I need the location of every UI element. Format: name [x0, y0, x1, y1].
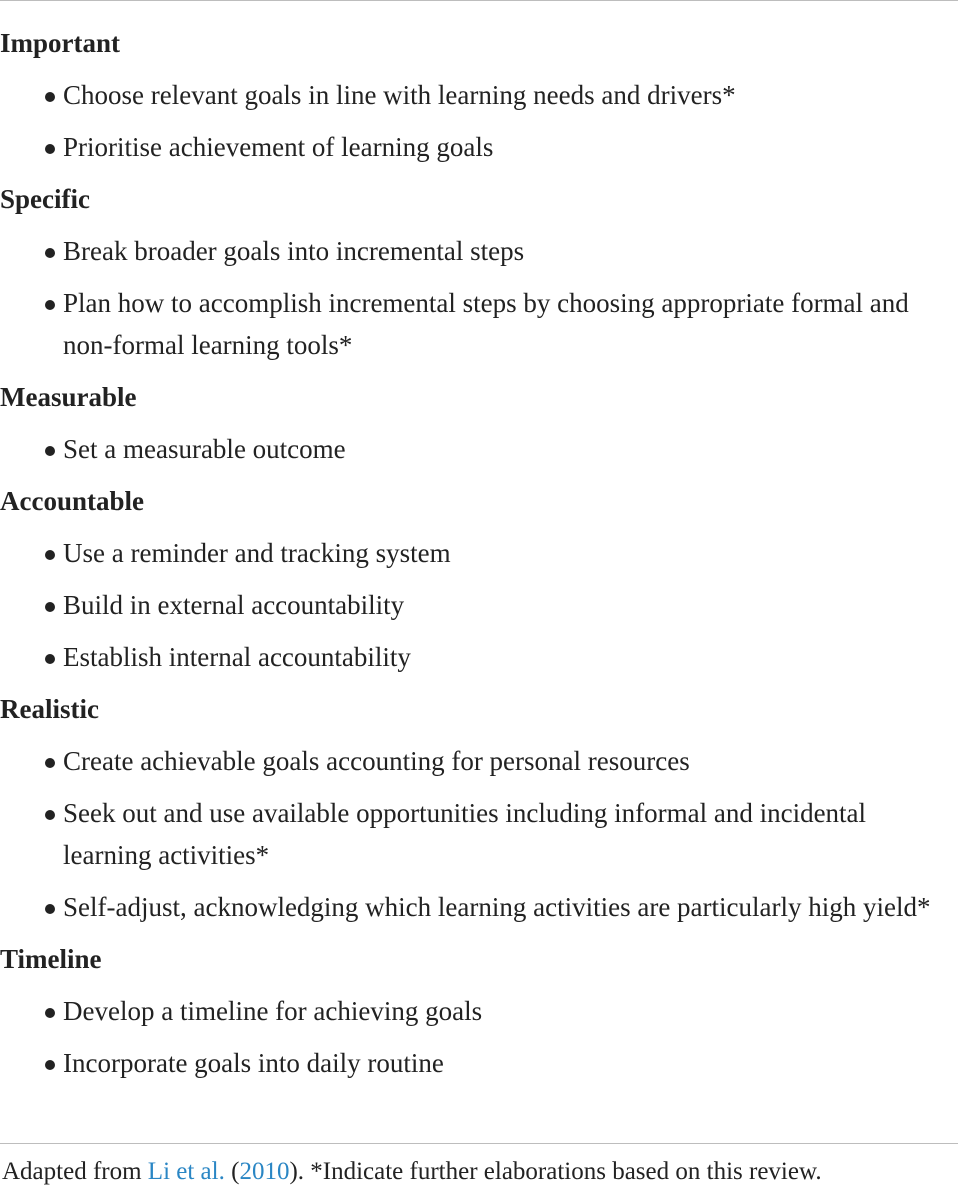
footnote-prefix: Adapted from	[2, 1158, 148, 1185]
list-item	[0, 282, 958, 366]
list-item-text: Choose relevant goals in line with learning needs and drivers*	[63, 80, 736, 110]
list-item-text: Break broader goals into incremental steps	[63, 236, 525, 266]
list-item	[0, 584, 958, 626]
list-item	[0, 740, 958, 782]
section-items	[0, 532, 958, 678]
section-items	[0, 990, 958, 1084]
bullet-icon	[41, 428, 59, 470]
bullet-icon	[41, 74, 59, 116]
bullet-icon	[41, 282, 59, 324]
bottom-divider	[0, 1143, 958, 1144]
list-item-text: Prioritise achievement of learning goals	[63, 132, 494, 162]
list-item	[0, 126, 958, 168]
section-heading-accountable: Accountable	[0, 486, 144, 516]
list-item-text: Plan how to accomplish incremental steps by choosing appropriate formal and non-formal learning tools*	[63, 288, 909, 360]
section-heading-measurable: Measurable	[0, 382, 137, 412]
table-footnote	[2, 1156, 822, 1188]
list-item-text: Build in external accountability	[63, 590, 405, 620]
section-heading-realistic: Realistic	[0, 694, 99, 724]
reference-link-year[interactable]: 2010	[239, 1158, 290, 1185]
section-items	[0, 428, 958, 470]
top-divider	[0, 0, 958, 1]
section-items	[0, 740, 958, 928]
footnote-suffix: ). *Indicate further elaborations based on this review.	[289, 1158, 822, 1185]
list-item	[0, 636, 958, 678]
bullet-icon	[41, 636, 59, 678]
list-item	[0, 532, 958, 574]
list-item	[0, 990, 958, 1032]
footnote-open-paren: (	[224, 1158, 240, 1185]
bullet-icon	[41, 126, 59, 168]
bullet-icon	[41, 532, 59, 574]
bullet-icon	[41, 990, 59, 1032]
section-heading-timeline: Timeline	[0, 944, 102, 974]
list-item-text: Use a reminder and tracking system	[63, 538, 451, 568]
reference-link-authors[interactable]: Li et al.	[147, 1158, 225, 1185]
section-heading-specific: Specific	[0, 184, 90, 214]
bullet-icon	[41, 740, 59, 782]
section-items	[0, 74, 958, 168]
list-item-text: Establish internal accountability	[63, 642, 411, 672]
list-item	[0, 886, 958, 928]
bullet-icon	[41, 230, 59, 272]
bullet-icon	[41, 584, 59, 626]
list-item	[0, 428, 958, 470]
list-item-text: Self-adjust, acknowledging which learning activities are particularly high yield*	[63, 892, 931, 922]
list-item	[0, 74, 958, 116]
list-item	[0, 230, 958, 272]
section-items	[0, 230, 958, 366]
bullet-icon	[41, 886, 59, 928]
bullet-icon	[41, 1042, 59, 1084]
goal-framework-list	[0, 22, 958, 1094]
list-item-text: Seek out and use available opportunities including informal and incidental learning activities*	[63, 798, 867, 870]
list-item-text: Set a measurable outcome	[63, 434, 346, 464]
list-item-text: Incorporate goals into daily routine	[63, 1048, 444, 1078]
bullet-icon	[41, 792, 59, 834]
list-item-text: Develop a timeline for achieving goals	[63, 996, 483, 1026]
list-item	[0, 792, 958, 876]
list-item-text: Create achievable goals accounting for personal resources	[63, 746, 690, 776]
list-item	[0, 1042, 958, 1084]
section-heading-important: Important	[0, 28, 120, 58]
